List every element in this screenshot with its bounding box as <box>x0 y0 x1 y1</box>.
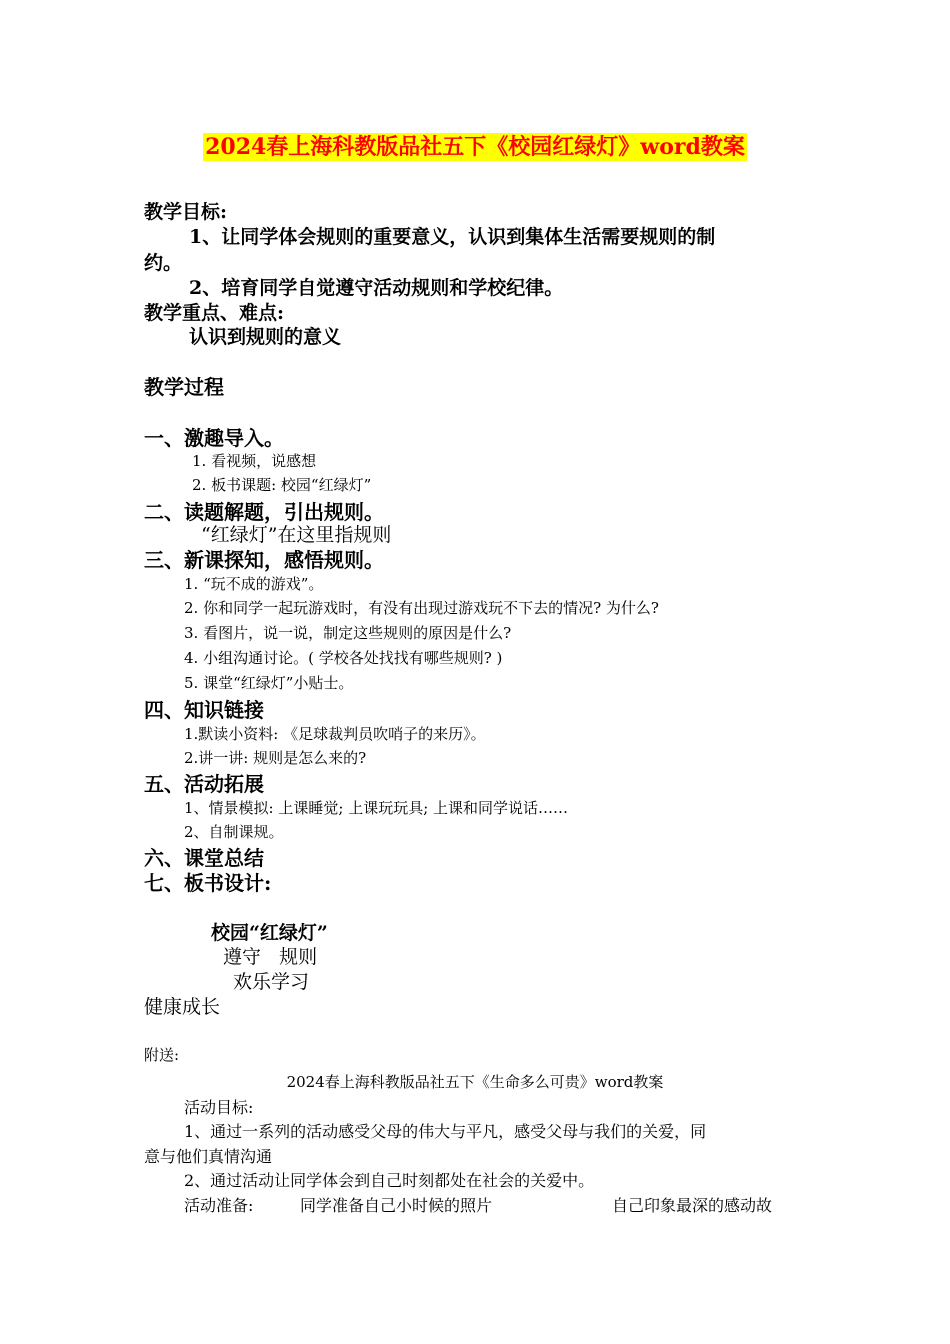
section-3-item-4: 4. 小组沟通讨论。( 学校各处找找有哪些规则? ) <box>184 649 503 667</box>
section-5-item-2: 2、自制课规。 <box>184 823 284 841</box>
board-line-3: 健康成长 <box>144 996 221 1018</box>
section-1-item-2: 2. 板书课题: 校园“红绿灯” <box>192 476 372 494</box>
appendix-label: 附送: <box>144 1046 180 1064</box>
section-1-heading: 一、激趣导入。 <box>144 426 284 450</box>
objective-1-line-2: 约。 <box>144 252 183 274</box>
appendix-prep-item-1: 同学准备自己小时候的照片 <box>300 1196 493 1215</box>
section-3-item-3: 3. 看图片，说一说，制定这些规则的原因是什么? <box>184 624 512 642</box>
section-3-heading: 三、新课探知，感悟规则。 <box>144 548 384 572</box>
section-7-heading: 七、板书设计: <box>144 871 272 895</box>
section-2-note: “红绿灯”在这里指规则 <box>201 524 392 546</box>
objective-1-line-1: 1、让同学体会规则的重要意义，认识到集体生活需要规则的制 <box>189 226 716 248</box>
section-5-heading: 五、活动拓展 <box>144 772 264 796</box>
appendix-goal-2: 2、通过活动让同学体会到自己时刻都处在社会的关爱中。 <box>184 1171 595 1190</box>
document-title-text: 2024春上海科教版品社五下《校园红绿灯》word教案 <box>205 134 745 160</box>
section-4-heading: 四、知识链接 <box>144 698 264 722</box>
board-line-1: 遵守 规则 <box>223 946 318 968</box>
section-6-heading: 六、课堂总结 <box>144 846 264 870</box>
section-1-item-1: 1. 看视频，说感想 <box>192 452 317 470</box>
process-heading: 教学过程 <box>144 375 224 399</box>
appendix-goal-1-line-2: 意与他们真情沟通 <box>144 1147 273 1166</box>
keypoints-content: 认识到规则的意义 <box>189 326 342 348</box>
objective-2: 2、培育同学自觉遵守活动规则和学校纪律。 <box>189 277 564 299</box>
section-3-item-2: 2. 你和同学一起玩游戏时，有没有出现过游戏玩不下去的情况? 为什么? <box>184 599 659 617</box>
appendix-prep-item-2: 自己印象最深的感动故 <box>612 1196 773 1215</box>
appendix-goal-heading: 活动目标: <box>184 1098 254 1117</box>
section-4-item-1: 1.默读小资料: 《足球裁判员吹哨子的来历》。 <box>184 725 486 743</box>
section-3-item-5: 5. 课堂“红绿灯”小贴士。 <box>184 674 354 692</box>
section-2-heading: 二、读题解题，引出规则。 <box>144 500 384 524</box>
objectives-heading: 教学目标: <box>144 201 228 223</box>
board-title: 校园“红绿灯” <box>211 922 328 944</box>
appendix-goal-1-line-1: 1、通过一系列的活动感受父母的伟大与平凡，感受父母与我们的关爱，同 <box>184 1122 707 1141</box>
section-4-item-2: 2.讲一讲: 规则是怎么来的? <box>184 749 367 767</box>
section-3-item-1: 1. “玩不成的游戏”。 <box>184 575 324 593</box>
board-line-2: 欢乐学习 <box>233 971 310 993</box>
keypoints-heading: 教学重点、难点: <box>144 302 285 324</box>
appendix-title: 2024春上海科教版品社五下《生命多么可贵》word教案 <box>286 1073 664 1091</box>
document-title <box>0 136 950 158</box>
appendix-prep-label: 活动准备: <box>184 1196 254 1215</box>
section-5-item-1: 1、情景模拟: 上课睡觉; 上课玩玩具; 上课和同学说话…… <box>184 799 569 817</box>
